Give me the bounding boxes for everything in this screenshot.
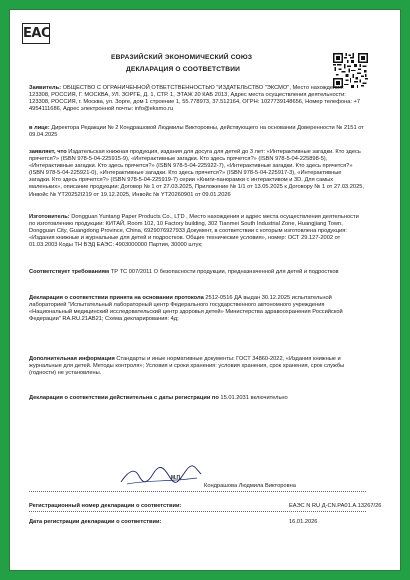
applicant-label: Заявитель: xyxy=(29,85,61,91)
represented-section xyxy=(29,125,364,139)
validity-label: Декларация о соответствии действительна с даты регистрации по xyxy=(29,395,219,401)
applicant-text: ОБЩЕСТВО С ОГРАНИЧЕННОЙ ОТВЕТСТВЕННОСТЬЮ "ИЗДАТЕЛЬСТВО "ЭКСМО", Место нахождения: 123308, РОССИЯ, Г. МОСКВА, УЛ. ЗОРГЕ, Д. 1, СТР. 1, ЭТАЖ 20 КАБ 2013, Адрес места осуществления деятельности: 123308, РОССИЯ, г. Москва, ул. Зорге, дом 1 строение 1, 55.778973, 37.512164, ОГРН: 1027739148656, Номер телефона: +7 4954111686, Адрес электронной почты: info@eksmo.ru xyxy=(29,85,360,113)
registration-date-label: Дата регистрации декларации о соответствии: xyxy=(29,519,162,525)
additional-info-section xyxy=(29,356,364,377)
requirements-text: ТР ТС 007/2011 О безопасности продукции, предназначенной для детей и подростков xyxy=(110,269,339,275)
registration-number-value: ЕАЭС N RU Д-CN.PA01.A.13267/26 xyxy=(289,503,382,509)
applicant-section xyxy=(29,85,364,113)
represented-label: в лице: xyxy=(29,125,50,131)
handwritten-signature xyxy=(117,462,204,489)
manufacturer-label: Изготовитель: xyxy=(29,214,70,220)
basis-label: Декларация о соответствии принята на основании протокола xyxy=(29,295,204,301)
validity-section xyxy=(29,395,364,402)
document-title: ДЕКЛАРАЦИЯ О СООТВЕТСТВИИ xyxy=(126,66,241,73)
basis-section xyxy=(29,295,364,323)
qr-code xyxy=(333,53,368,88)
represented-text: Директора Редакции № 2 Кондрашовой Людмилы Викторовны, действующего на основании Доверенности № 2151 от 09.04.2025 xyxy=(29,125,364,139)
validity-text: 15.01.2031 включительно xyxy=(220,395,288,401)
declaration-document xyxy=(14,14,396,566)
stamp-label: М.П. xyxy=(171,475,182,481)
declares-section xyxy=(29,149,364,199)
union-heading: ЕВРАЗИЙСКИЙ ЭКОНОМИЧЕСКИЙ СОЮЗ xyxy=(111,54,253,61)
eac-logo: EAC xyxy=(22,23,50,44)
additional-info-text: Стандарты и иные нормативные документы: ГОСТ 34860-2022, «Издания книжные и журнальные для детей. Методы контроля»; Условия и сроки хранения: условия хранения, срок хранения, срок службы (годности) не установлены. xyxy=(29,356,345,377)
additional-info-label: Дополнительная информация xyxy=(29,356,115,362)
declares-text: Издательская книжная продукция, издания для досуга для детей до 3 лет: «Интерактивные загадки. Кто здесь прячется?» (ISBN 978-5-04-225915-9), «Интерактивные загадки. Кто здесь прячется?» (ISBN 978-5-04-225898-5), «Интерактивные загадки. Кто здесь прячется?» (ISBN 978-5-04-225922-7), «Интерактивные загадки. Кто здесь прячется?» (ISBN 978-5-04-225921-0), «Интерактивные загадки. Кто здесь прячется?» (ISBN 978-5-04-225917-3), «Интерактивные загадки. Кто здесь прячется?» (ISBN 978-5-04-225919-7) серии «Книги-панорамки с интерактивом и 3D. Для самых маленьких», описание продукции: Договор № 1 от 27.03.2025, Приложение № 1/1 от 13.05.2025 к Договору № 1 от 27.03.2025, Инвойс № YT20252I219 от 19.12.2025, Инвойс № YT20260901 от 09.01.2026 xyxy=(29,149,364,198)
manufacturer-text: Dongguan Yuntang Paper Products Co., LTD , Место нахождения и адрес места осуществления деятельности по изготовлению продукции: КИТАЙ, Room 102, 10 Factory building, 302 Tianmei South Industrial Zone, Huangjiang Town, Dongguan City, Guangdong Province, China, 6929076927933 Документ, в соответствии с которым изготовлена продукция: «Издания книжные и журнальные для детей и подростков. Общие технические условия», номер: ОСТ 29.127-2002 от 01.03.2003 Коды ТН ВЭД ЕАЭС: 4903000000 Партия, 30000 штук; xyxy=(29,214,359,249)
declares-label: заявляет, что xyxy=(29,149,67,155)
divider xyxy=(29,491,366,492)
registration-number-label: Регистрационный номер декларации о соответствии: xyxy=(29,503,182,509)
manufacturer-section xyxy=(29,214,364,249)
requirements-label: Соответствует требованиям xyxy=(29,269,110,275)
basis-text: 2512-0516 ДА выдан 30.12.2025 испытательной лабораторией "Испытательный лабораторный центр Федерального государственного автономного учреждения «Национальный медицинский исследовательский центр здоровья детей» Министерства здравоохранения Российской Федерации" RA.RU.21AB21; Схема декларирования: 4д; xyxy=(29,295,343,323)
divider xyxy=(29,511,366,512)
requirements-section xyxy=(29,269,364,276)
signer-name: Кондрашова Людмила Викторовна xyxy=(204,483,296,489)
registration-date-value: 16.01.2026 xyxy=(289,519,318,525)
